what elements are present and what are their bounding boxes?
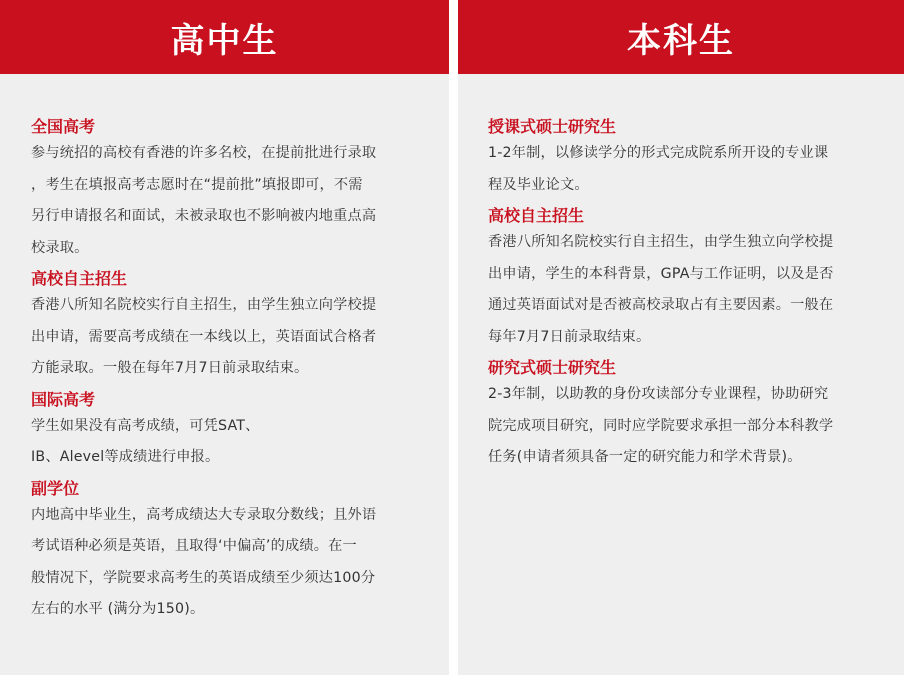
section-international-exam	[31, 389, 437, 474]
panel-undergraduate	[458, 0, 904, 675]
text-line: 1-2年制，以修读学分的形式完成院系所开设的专业课	[488, 145, 829, 161]
text-line: 考试语种必须是英语，且取得‘中偏高’的成绩。在一	[31, 538, 357, 554]
section-research-masters	[488, 357, 894, 474]
text-line: 香港八所知名院校实行自主招生，由学生独立向学校提	[31, 297, 377, 313]
text-line: 院完成项目研究，同时应学院要求承担一部分本科教学	[488, 417, 834, 434]
text-line: 般情况下，学院要求高考生的英语成绩至少须达100分	[31, 569, 376, 586]
panel-body-undergraduate	[458, 74, 904, 474]
text-line: 香港八所知名院校实行自主招生，由学生独立向学校提	[488, 234, 834, 250]
text-line: 校录取。	[31, 239, 89, 256]
text-line: IB、Alevel等成绩进行申报。	[31, 449, 220, 465]
section-taught-masters	[488, 116, 894, 201]
panel-body-high-school	[0, 74, 449, 626]
section-independent-admission	[31, 268, 437, 385]
section-associate-degree	[31, 478, 437, 626]
text-line: 通过英语面试对是否被高校录取占有主要因素。一般在	[488, 297, 834, 313]
section-title: 高校自主招生	[31, 269, 128, 288]
section-title: 研究式硕士研究生	[488, 358, 617, 377]
panel-header-high-school: 高中生	[0, 0, 449, 74]
section-title: 授课式硕士研究生	[488, 117, 617, 136]
section-national-exam	[31, 116, 437, 264]
text-line: 程及毕业论文。	[488, 176, 589, 193]
panel-header-undergraduate: 本科生	[458, 0, 904, 74]
text-line: 每年7月7日前录取结束。	[488, 328, 651, 345]
text-line: 2-3年制，以助教的身份攻读部分专业课程，协助研究	[488, 386, 829, 402]
text-line: 另行申请报名和面试，未被录取也不影响被内地重点高	[31, 208, 377, 224]
text-line: 内地高中毕业生，高考成绩达大专录取分数线；且外语	[31, 506, 377, 523]
section-independent-admission	[488, 205, 894, 353]
text-line: 出申请，学生的本科背景，GPA与工作证明，以及是否	[488, 265, 834, 282]
text-line: 方能录取。一般在每年7月7日前录取结束。	[31, 360, 309, 376]
section-title: 高校自主招生	[488, 206, 585, 225]
text-line: 学生如果没有高考成绩，可凭SAT、	[31, 417, 260, 434]
text-line: 左右的水平 (满分为150)。	[31, 601, 205, 617]
text-line: 参与统招的高校有香港的许多名校，在提前批进行录取	[31, 145, 377, 161]
section-title: 副学位	[31, 478, 80, 498]
text-line: 任务(申请者须具备一定的研究能力和学术背景)。	[488, 449, 802, 465]
text-line: ，考生在填报高考志愿时在“提前批”填报即可，不需	[31, 176, 363, 193]
section-title: 全国高考	[31, 117, 96, 136]
panel-high-school	[0, 0, 449, 675]
text-line: 出申请，需要高考成绩在一本线以上，英语面试合格者	[31, 328, 377, 345]
section-title: 国际高考	[31, 389, 96, 409]
